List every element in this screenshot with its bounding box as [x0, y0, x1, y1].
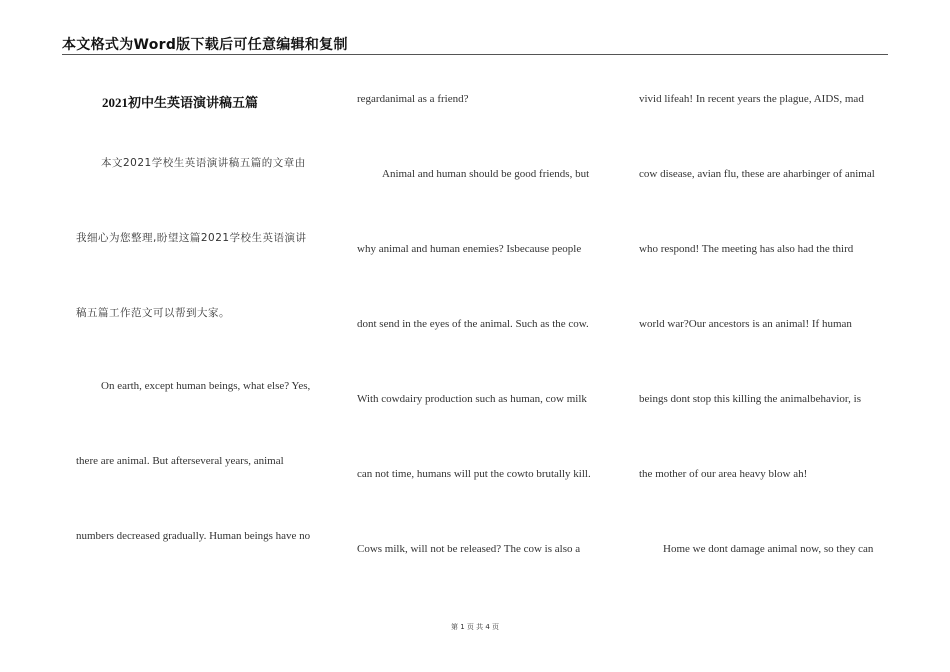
text-line: Animal and human should be good friends, but [382, 168, 590, 180]
text-line: numbers decreased gradually. Human beings have no [76, 530, 311, 542]
text-line: dont send in the eyes of the animal. Such as the cow. [357, 318, 589, 330]
text-line: Home we dont damage animal now, so they can [663, 543, 874, 555]
document-header: 本文格式为Word版下载后可任意编辑和复制 [62, 37, 348, 53]
text-line: Cows milk, will not be released? The cow is also a [357, 543, 581, 555]
text-line: 稿五篇工作范文可以帮到大家。 [76, 307, 230, 319]
text-line: the mother of our area heavy blow ah! [639, 468, 808, 480]
header-divider [62, 54, 888, 55]
text-line: 我细心为您整理,盼望这篇2021学校生英语演讲 [76, 232, 307, 244]
text-line: regardanimal as a friend? [357, 93, 469, 105]
text-line: world war?Our ancestors is an animal! If human [639, 318, 852, 330]
text-line: vivid lifeah! In recent years the plague, AIDS, mad [639, 93, 864, 105]
text-line: who respond! The meeting has also had the third [639, 243, 854, 255]
text-line: 本文2021学校生英语演讲稿五篇的文章由 [101, 157, 306, 169]
document-title: 2021初中生英语演讲稿五篇 [102, 95, 259, 110]
text-line: cow disease, avian flu, these are aharbinger of animal [639, 168, 875, 180]
text-line: With cowdairy production such as human, cow milk [357, 393, 587, 405]
text-line: On earth, except human beings, what else? Yes, [101, 380, 311, 392]
text-line: can not time, humans will put the cowto brutally kill. [357, 468, 591, 480]
text-line: beings dont stop this killing the animalbehavior, is [639, 393, 861, 405]
text-line: why animal and human enemies? Isbecause people [357, 243, 582, 255]
page-number-footer: 第 1 页 共 4 页 [450, 623, 500, 631]
text-line: there are animal. But afterseveral years, animal [76, 455, 284, 467]
